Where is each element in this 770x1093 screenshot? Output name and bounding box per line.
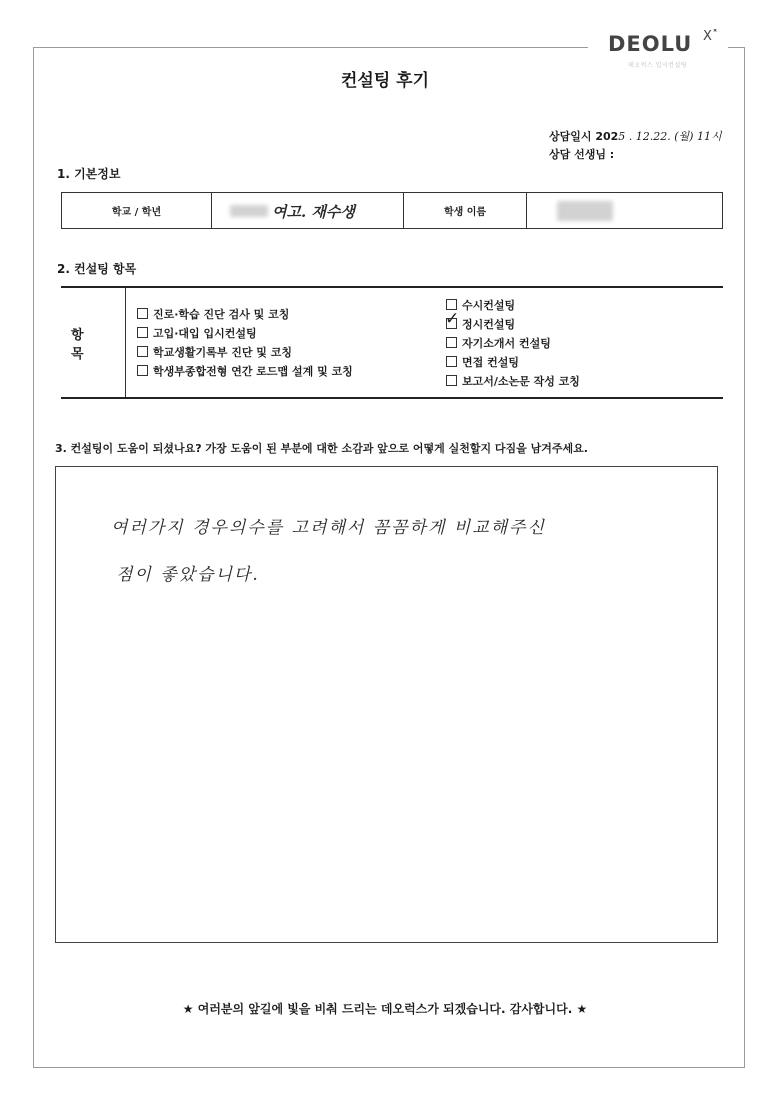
basic-info-table [61,192,723,229]
school-grade-label: 학교 / 학년 [111,207,162,218]
option-label: 수시컨설팅 [462,299,516,312]
footer-message: ★ 여러분의 앞길에 빛을 비춰 드리는 데오럭스가 되겠습니다. 감사합니다. ★ [182,1002,588,1016]
option-regular-admission[interactable] [445,309,516,332]
section-consult-items: 2. 컨설팅 항목 [57,262,137,276]
option-label: 고입·대입 입시컨설팅 [153,327,257,340]
school-grade-handwritten: 여고. 재수생 [272,203,355,221]
checkbox[interactable] [446,337,457,348]
logo-star-icon: X˟ [703,29,719,44]
feedback-question: 3. 컨설팅이 도움이 되셨나요? 가장 도움이 된 부분에 대한 소감과 앞으로 어떻게 실천할지 다짐을 남겨주세요. [55,442,588,455]
checkbox[interactable] [446,375,457,386]
check-mark-icon: ✓ [445,309,460,329]
checkbox[interactable] [137,308,148,319]
option-interview[interactable] [446,354,519,370]
option-label: 자기소개서 컨설팅 [462,337,551,350]
items-header: 항 목 [71,327,94,362]
option-label: 보고서/소논문 작성 코칭 [462,375,580,388]
answer-line: 여러가지 경우의수를 고려해서 꼼꼼하게 비교해주신 [111,518,546,538]
option-self-intro[interactable] [446,335,551,351]
divider [125,288,126,397]
page-title: 컨설팅 후기 [340,71,430,91]
checkbox[interactable] [137,327,148,338]
brand-logo: DEOLU [608,32,693,56]
consult-date [549,128,722,144]
student-name-value [527,193,722,228]
logo-subtitle: 데오럭스 입시컨설팅 [628,62,688,69]
option-career-diagnosis[interactable] [137,306,289,322]
option-label: 학생부종합전형 연간 로드맵 설계 및 코칭 [153,365,353,378]
checkbox[interactable] [137,346,148,357]
option-record-diagnosis[interactable] [137,344,292,360]
option-label: 진로·학습 진단 검사 및 코칭 [153,308,290,321]
checkbox-checked[interactable] [445,309,460,329]
answer-line: 점이 좋았습니다. [116,565,260,585]
redacted-school-name [230,205,268,217]
option-report-coaching[interactable] [446,373,580,389]
option-admission-consult[interactable] [137,325,257,341]
checkbox[interactable] [446,356,457,367]
option-roadmap[interactable] [137,363,353,379]
consult-date-handwritten: 5 . 12.22. (월) 11시 [618,130,722,143]
option-label: 학교생활기록부 진단 및 코칭 [153,346,292,359]
school-grade-value [212,193,403,228]
option-label: 정시컨설팅 [462,318,516,331]
option-label: 면접 컨설팅 [462,356,519,369]
consult-items-table [61,286,723,399]
consult-date-label: 상담일시 202 [549,130,619,143]
consult-teacher: 상담 선생님 : [549,148,615,161]
checkbox[interactable] [137,365,148,376]
redacted-student-name [557,201,613,221]
feedback-answer-box[interactable] [55,466,718,943]
student-name-label: 학생 이름 [443,207,487,218]
section-basic-info: 1. 기본정보 [57,167,121,181]
